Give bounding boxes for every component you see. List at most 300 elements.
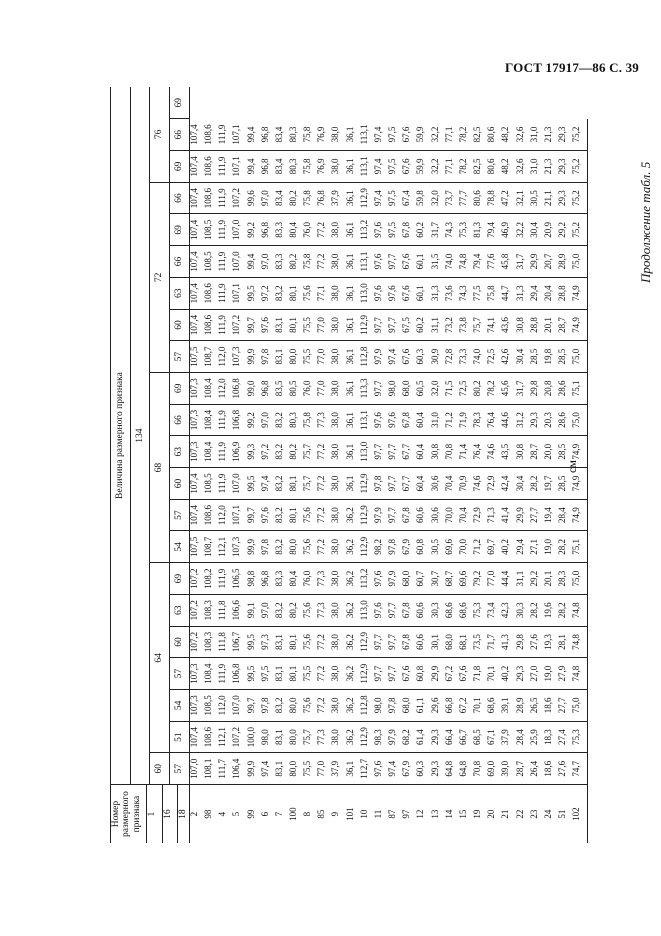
value-cell: 68,6 — [445, 594, 459, 626]
value-cell: 25,9 — [530, 721, 544, 753]
table-title-cell: Величина размерного признака — [111, 87, 131, 785]
value-cell: 97,7 — [374, 372, 388, 404]
value-cell: 28,2 — [530, 594, 544, 626]
value-cell: 107,4 — [189, 119, 204, 151]
value-cell: 97,4 — [261, 753, 275, 785]
value-cell: 36,1 — [346, 341, 360, 373]
value-cell: 111,8 — [218, 626, 232, 658]
value-cell: 75,0 — [572, 563, 587, 595]
value-cell: 80,6 — [473, 182, 487, 214]
value-cell: 28,6 — [558, 404, 572, 436]
value-cell: 27,7 — [558, 690, 572, 722]
value-cell: 27,4 — [558, 721, 572, 753]
value-cell: 75,5 — [303, 753, 317, 785]
value-cell: 97,6 — [374, 214, 388, 246]
value-cell: 60,3 — [416, 753, 430, 785]
value-cell: 31,0 — [530, 119, 544, 151]
value-cell: 99,5 — [247, 468, 261, 500]
value-cell: 77,0 — [317, 341, 331, 373]
value-cell: 60,1 — [416, 246, 430, 278]
value-cell: 32,2 — [431, 151, 445, 183]
table-row — [360, 87, 374, 843]
value-cell: 97,7 — [388, 499, 402, 531]
value-cell: 111,8 — [218, 594, 232, 626]
value-cell: 77,2 — [317, 499, 331, 531]
value-cell: 112,9 — [360, 309, 374, 341]
value-cell: 75,2 — [572, 214, 587, 246]
value-cell: 107,2 — [189, 563, 204, 595]
value-cell: 80,2 — [289, 182, 303, 214]
value-cell: 107,3 — [189, 690, 204, 722]
value-cell: 107,0 — [232, 246, 246, 278]
stub-number: 18 — [177, 785, 188, 843]
value-cell: 99,9 — [247, 531, 261, 563]
value-cell: 107,3 — [189, 404, 204, 436]
value-cell: 66,4 — [445, 721, 459, 753]
value-cell: 29,9 — [530, 246, 544, 278]
value-cell: 31,3 — [431, 277, 445, 309]
value-cell: 70,9 — [459, 468, 473, 500]
value-cell: 67,2 — [459, 690, 473, 722]
value-cell: 38,0 — [331, 468, 345, 500]
stub-number: 16 — [162, 785, 173, 843]
value-cell: 31,2 — [516, 404, 530, 436]
table-row — [346, 87, 360, 843]
value-cell: 20,9 — [544, 214, 558, 246]
row-number: 5 — [231, 811, 242, 817]
value-cell: 107,2 — [232, 309, 246, 341]
value-cell: 30,3 — [431, 594, 445, 626]
value-cell: 68,0 — [445, 626, 459, 658]
value-cell: 106,4 — [232, 753, 246, 785]
value-cell: 36,1 — [346, 119, 360, 151]
row-number: 85 — [316, 809, 327, 819]
value-cell: 96,8 — [261, 119, 275, 151]
value-cell: 80,1 — [289, 468, 303, 500]
value-cell: 76,0 — [303, 372, 317, 404]
value-cell: 74,9 — [572, 309, 587, 341]
value-cell: 32,2 — [431, 119, 445, 151]
value-cell: 39,1 — [501, 690, 515, 722]
value-cell: 76,4 — [473, 436, 487, 468]
row-number: 14 — [443, 809, 454, 819]
value-cell: 32,0 — [431, 182, 445, 214]
value-cell: 68,5 — [473, 721, 487, 753]
size-table — [110, 87, 588, 843]
value-cell: 99,5 — [247, 658, 261, 690]
value-cell: 38,0 — [331, 404, 345, 436]
value-cell: 96,8 — [261, 372, 275, 404]
value-cell: 108,3 — [204, 626, 218, 658]
value-cell: 38,0 — [331, 277, 345, 309]
value-cell: 31,0 — [530, 151, 544, 183]
table-row — [530, 87, 544, 843]
value-cell: 30,7 — [431, 563, 445, 595]
value-cell: 48,2 — [501, 119, 515, 151]
value-cell: 72,8 — [445, 341, 459, 373]
value-cell: 46,9 — [501, 214, 515, 246]
value-cell: 108,5 — [204, 690, 218, 722]
value-cell: 108,4 — [204, 372, 218, 404]
value-cell: 20,1 — [544, 309, 558, 341]
table-row — [572, 87, 587, 843]
value-cell: 38,0 — [331, 436, 345, 468]
table-row — [473, 87, 487, 843]
value-cell: 30,8 — [516, 436, 530, 468]
value-cell: 80,1 — [289, 658, 303, 690]
value-cell: 78,2 — [459, 119, 473, 151]
value-cell: 77,1 — [317, 277, 331, 309]
value-cell: 108,5 — [204, 246, 218, 278]
value-cell: 75,8 — [303, 119, 317, 151]
value-cell: 19,7 — [544, 468, 558, 500]
value-cell: 29,4 — [530, 277, 544, 309]
value-cell: 66,7 — [459, 721, 473, 753]
value-cell: 97,7 — [374, 436, 388, 468]
value-cell: 42,4 — [501, 468, 515, 500]
value-cell: 28,4 — [516, 721, 530, 753]
value-cell: 27,0 — [530, 658, 544, 690]
value-cell: 108,5 — [204, 214, 218, 246]
value-cell: 27,6 — [530, 626, 544, 658]
waist-col-51: 51 — [169, 721, 189, 753]
waist-col-69: 69 — [169, 563, 189, 595]
value-cell: 67,9 — [402, 531, 416, 563]
value-cell: 30,4 — [516, 468, 530, 500]
value-cell: 42,3 — [501, 594, 515, 626]
value-cell: 111,9 — [218, 404, 232, 436]
value-cell: 99,2 — [247, 404, 261, 436]
value-cell: 99,7 — [247, 309, 261, 341]
value-cell: 38,0 — [331, 372, 345, 404]
value-cell: 77,7 — [459, 182, 473, 214]
value-cell: 38,0 — [331, 214, 345, 246]
value-cell: 60,7 — [416, 563, 430, 595]
value-cell: 108,7 — [204, 531, 218, 563]
value-cell: 77,3 — [317, 404, 331, 436]
row-number: 87 — [387, 809, 398, 819]
value-cell: 107,3 — [232, 341, 246, 373]
row-number: 12 — [415, 809, 426, 819]
value-cell: 29,9 — [431, 658, 445, 690]
value-cell: 77,6 — [487, 246, 501, 278]
value-cell: 18,6 — [544, 690, 558, 722]
value-cell: 78,8 — [487, 182, 501, 214]
value-cell: 75,8 — [303, 404, 317, 436]
value-cell: 29,4 — [516, 531, 530, 563]
value-cell: 60,1 — [416, 277, 430, 309]
value-cell: 75,8 — [303, 246, 317, 278]
table-row — [459, 87, 473, 843]
value-cell: 98,2 — [374, 531, 388, 563]
value-cell: 80,0 — [289, 721, 303, 753]
value-cell: 97,0 — [261, 246, 275, 278]
value-cell: 108,4 — [204, 404, 218, 436]
value-cell: 77,2 — [317, 626, 331, 658]
value-cell: 67,6 — [402, 246, 416, 278]
value-cell: 107,2 — [232, 721, 246, 753]
value-cell: 107,0 — [189, 753, 204, 785]
row-number: 20 — [486, 809, 497, 819]
value-cell: 83,1 — [275, 626, 289, 658]
value-cell: 108,2 — [204, 563, 218, 595]
value-cell: 18,6 — [544, 753, 558, 785]
value-cell: 74,9 — [572, 277, 587, 309]
value-cell: 36,1 — [346, 214, 360, 246]
value-cell: 70,0 — [459, 531, 473, 563]
value-cell: 107,0 — [232, 690, 246, 722]
value-cell: 113,0 — [360, 277, 374, 309]
value-cell: 28,7 — [530, 436, 544, 468]
value-cell: 99,2 — [247, 214, 261, 246]
value-cell: 77,2 — [317, 468, 331, 500]
value-cell: 99,4 — [247, 119, 261, 151]
value-cell: 112,0 — [218, 499, 232, 531]
value-cell: 78,3 — [473, 404, 487, 436]
value-cell: 83,2 — [275, 436, 289, 468]
value-cell: 60,8 — [416, 531, 430, 563]
value-cell: 80,0 — [289, 341, 303, 373]
value-cell: 99,1 — [247, 594, 261, 626]
value-cell: 99,6 — [247, 182, 261, 214]
value-cell: 97,8 — [388, 690, 402, 722]
value-cell: 68,0 — [402, 563, 416, 595]
row-number: 23 — [528, 809, 539, 819]
table-row — [558, 87, 572, 843]
value-cell: 19,3 — [544, 626, 558, 658]
value-cell: 29,9 — [516, 499, 530, 531]
value-cell: 74,1 — [487, 309, 501, 341]
value-cell: 28,6 — [558, 372, 572, 404]
value-cell: 38,0 — [331, 309, 345, 341]
value-cell: 107,5 — [189, 531, 204, 563]
value-cell: 80,2 — [473, 372, 487, 404]
value-cell: 77,2 — [317, 436, 331, 468]
value-cell: 75,6 — [303, 277, 317, 309]
table-row — [303, 87, 317, 843]
value-cell: 83,1 — [275, 341, 289, 373]
value-cell: 67,5 — [402, 309, 416, 341]
value-cell: 40,2 — [501, 531, 515, 563]
value-cell: 97,4 — [261, 468, 275, 500]
table-row — [416, 87, 430, 843]
value-cell: 31,7 — [516, 372, 530, 404]
value-cell: 21,1 — [544, 182, 558, 214]
value-cell: 18,3 — [544, 721, 558, 753]
value-cell: 60,3 — [416, 341, 430, 373]
value-cell: 77,2 — [317, 214, 331, 246]
value-cell: 80,0 — [289, 531, 303, 563]
table-row — [331, 87, 345, 843]
value-cell: 100,0 — [247, 721, 261, 753]
value-cell: 107,0 — [232, 214, 246, 246]
value-cell: 41,3 — [501, 626, 515, 658]
value-cell: 107,0 — [232, 468, 246, 500]
value-cell: 71,2 — [473, 531, 487, 563]
value-cell: 60,6 — [416, 499, 430, 531]
value-cell: 76,8 — [317, 182, 331, 214]
value-cell: 31,1 — [431, 309, 445, 341]
value-cell: 97,6 — [374, 246, 388, 278]
value-cell: 112,7 — [360, 753, 374, 785]
value-cell: 28,7 — [558, 309, 572, 341]
value-cell: 77,2 — [317, 690, 331, 722]
value-cell: 29,3 — [558, 151, 572, 183]
value-cell: 71,3 — [487, 499, 501, 531]
value-cell: 60,2 — [416, 309, 430, 341]
waist-col-69: 69 — [169, 151, 189, 183]
value-cell: 83,2 — [275, 690, 289, 722]
value-cell: 97,7 — [388, 468, 402, 500]
value-cell: 80,3 — [289, 404, 303, 436]
value-cell: 67,6 — [402, 151, 416, 183]
value-cell: 97,6 — [261, 309, 275, 341]
value-cell: 80,3 — [289, 151, 303, 183]
value-cell: 32,6 — [516, 119, 530, 151]
value-cell: 67,8 — [402, 214, 416, 246]
waist-col-69: 69 — [169, 214, 189, 246]
chest-group-68: 68 — [150, 372, 170, 562]
value-cell: 113,2 — [360, 214, 374, 246]
table-row — [289, 87, 303, 843]
value-cell: 36,2 — [346, 594, 360, 626]
value-cell: 97,5 — [388, 119, 402, 151]
value-cell: 61,1 — [416, 690, 430, 722]
value-cell: 30,4 — [516, 341, 530, 373]
value-cell: 71,9 — [459, 404, 473, 436]
waist-col-66: 66 — [169, 404, 189, 436]
table-row — [516, 87, 530, 843]
value-cell: 29,8 — [530, 372, 544, 404]
value-cell: 27,9 — [558, 658, 572, 690]
value-cell: 76,0 — [303, 563, 317, 595]
value-cell: 67,9 — [402, 753, 416, 785]
value-cell: 80,3 — [289, 119, 303, 151]
value-cell: 69,0 — [487, 753, 501, 785]
value-cell: 97,7 — [374, 658, 388, 690]
value-cell: 59,9 — [416, 151, 430, 183]
value-cell: 75,1 — [572, 372, 587, 404]
row-number: 15 — [457, 809, 468, 819]
value-cell: 36,1 — [346, 436, 360, 468]
value-cell: 107,3 — [189, 658, 204, 690]
value-cell: 77,3 — [317, 721, 331, 753]
value-cell: 107,4 — [189, 721, 204, 753]
value-cell: 36,1 — [346, 372, 360, 404]
waist-col-54: 54 — [169, 690, 189, 722]
value-cell: 83,2 — [275, 531, 289, 563]
value-cell: 28,9 — [558, 246, 572, 278]
value-cell: 97,7 — [388, 246, 402, 278]
value-cell: 28,8 — [558, 277, 572, 309]
value-cell: 75,3 — [459, 214, 473, 246]
value-cell: 97,7 — [374, 309, 388, 341]
value-cell: 75,8 — [303, 151, 317, 183]
value-cell: 74,9 — [572, 499, 587, 531]
value-cell: 38,0 — [331, 563, 345, 595]
waist-col-63: 63 — [169, 594, 189, 626]
value-cell: 107,4 — [189, 309, 204, 341]
value-cell: 107,1 — [232, 499, 246, 531]
value-cell: 69,6 — [459, 563, 473, 595]
value-cell: 97,8 — [374, 468, 388, 500]
value-cell: 75,2 — [572, 151, 587, 183]
value-cell: 107,3 — [189, 372, 204, 404]
value-cell: 21,3 — [544, 119, 558, 151]
value-cell: 29,3 — [558, 119, 572, 151]
value-cell: 29,3 — [431, 721, 445, 753]
value-cell: 67,6 — [402, 658, 416, 690]
value-cell: 80,6 — [487, 151, 501, 183]
value-cell: 111,9 — [218, 182, 232, 214]
value-cell: 74,0 — [473, 341, 487, 373]
value-cell: 30,6 — [431, 468, 445, 500]
value-cell: 97,4 — [374, 119, 388, 151]
value-cell: 106,6 — [232, 594, 246, 626]
value-cell: 72,9 — [487, 468, 501, 500]
value-cell: 80,0 — [289, 690, 303, 722]
value-cell: 28,9 — [516, 690, 530, 722]
value-cell: 75,0 — [572, 341, 587, 373]
value-cell: 68,7 — [445, 563, 459, 595]
value-cell: 108,6 — [204, 151, 218, 183]
value-cell: 73,3 — [459, 341, 473, 373]
waist-col-63: 63 — [169, 277, 189, 309]
value-cell: 111,9 — [218, 246, 232, 278]
value-cell: 31,7 — [431, 214, 445, 246]
value-cell: 74,7 — [572, 753, 587, 785]
table-row — [445, 87, 459, 843]
value-cell: 68,6 — [459, 594, 473, 626]
value-cell: 60,4 — [416, 468, 430, 500]
value-cell: 80,4 — [289, 214, 303, 246]
value-cell: 80,0 — [289, 753, 303, 785]
chest-group-76: 76 — [150, 87, 170, 182]
value-cell: 107,4 — [189, 499, 204, 531]
value-cell: 64,8 — [459, 753, 473, 785]
value-cell: 41,4 — [501, 499, 515, 531]
value-cell: 82,5 — [473, 151, 487, 183]
value-cell: 38,0 — [331, 531, 345, 563]
value-cell: 74,0 — [445, 246, 459, 278]
value-cell: 32,2 — [516, 214, 530, 246]
value-cell: 38,0 — [331, 594, 345, 626]
value-cell: 107,5 — [189, 341, 204, 373]
value-cell: 28,5 — [558, 468, 572, 500]
value-cell: 80,1 — [289, 277, 303, 309]
value-cell: 36,2 — [346, 690, 360, 722]
value-cell: 20,8 — [544, 372, 558, 404]
value-cell: 61,4 — [416, 721, 430, 753]
table-row — [232, 87, 246, 843]
value-cell: 36,2 — [346, 721, 360, 753]
value-cell: 75,6 — [303, 531, 317, 563]
waist-col-57: 57 — [169, 341, 189, 373]
value-cell: 97,8 — [261, 690, 275, 722]
value-cell: 28,5 — [558, 436, 572, 468]
value-cell: 106,7 — [232, 626, 246, 658]
value-cell: 60,6 — [416, 594, 430, 626]
value-cell: 44,4 — [501, 563, 515, 595]
value-cell: 106,8 — [232, 404, 246, 436]
value-cell: 107,3 — [189, 436, 204, 468]
value-cell: 29,3 — [431, 753, 445, 785]
value-cell: 48,2 — [501, 151, 515, 183]
value-cell: 98,0 — [374, 690, 388, 722]
value-cell: 97,4 — [388, 753, 402, 785]
value-cell: 30,9 — [431, 341, 445, 373]
table-row — [261, 87, 275, 843]
